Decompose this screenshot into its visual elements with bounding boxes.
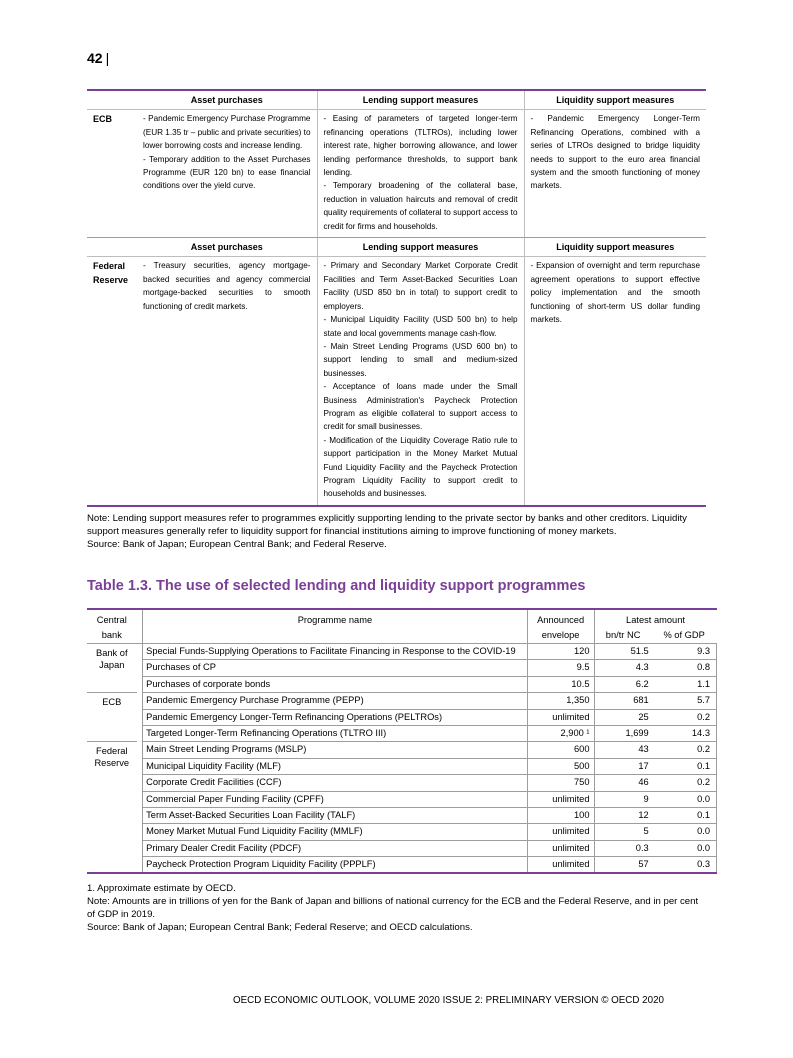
table-row [87,709,717,725]
table-row [87,857,717,874]
programme-name: Commercial Paper Funding Facility (CPFF) [143,791,528,807]
amounts-note: Note: Amounts are in trillions of yen for the Bank of Japan and billions of national currency for the ECB and the Federal Reserve, and in per cent of GDP in 2019. [87,896,699,920]
announced-envelope: unlimited [527,824,594,840]
header-lending-support: Lending support measures [317,90,524,110]
amount-nc: 6.2 [594,676,655,692]
amount-nc: 0.3 [594,840,655,856]
header-programme-name: Programme name [143,609,528,644]
amount-nc: 25 [594,709,655,725]
amount-nc: 5 [594,824,655,840]
fed-lending-support: - Primary and Secondary Market Corporate Credit Facilities and Term Asset-Backed Securities Loan Facility (USD 850 bn in total) to support credit to employers. - Municipal Liquidity Facility (USD 500 bn) to help state and local governments manage cash-flow. - Main Street Lending Programs (USD 600 bn) to support lending to small and medium-sized businesses. - Acceptance of loans made under the Small Business Administration's Paycheck Protection Program as eligible collateral to support access to credit for small businesses. - Modification of the Liquidity Coverage Ratio rule to support participation in the Money Market Mutual Fund Liquidity Facility and the Paycheck Protection Program Liquidity Facility to support credit to households and businesses. [317,257,524,506]
page-number: 42 | [87,50,110,66]
programme-name: Pandemic Emergency Purchase Programme (PEPP) [143,693,528,709]
announced-envelope: 9.5 [527,660,594,676]
table-1-3-title: Table 1.3. The use of selected lending and liquidity support programmes [87,578,586,594]
amount-nc: 17 [594,758,655,774]
amount-gdp: 0.0 [655,824,717,840]
programme-name: Primary Dealer Credit Facility (PDCF) [143,840,528,856]
announced-envelope: unlimited [527,791,594,807]
amount-nc: 51.5 [594,644,655,660]
bank-group-label: Bank of Japan [87,644,137,693]
amount-gdp: 9.3 [655,644,717,660]
amount-gdp: 0.1 [655,807,717,823]
header-bn-tr-nc: bn/tr NC [594,628,655,644]
table2-notes [87,882,707,934]
programme-name: Main Street Lending Programs (MSLP) [143,742,528,758]
programme-name: Purchases of corporate bonds [143,676,528,692]
header-asset-purchases: Asset purchases [137,90,317,110]
programme-name: Term Asset-Backed Securities Loan Facility (TALF) [143,807,528,823]
header-pct-gdp: % of GDP [663,630,705,640]
table-row [87,791,717,807]
announced-envelope: 500 [527,758,594,774]
programme-name: Purchases of CP [143,660,528,676]
announced-envelope: 10.5 [527,676,594,692]
header-central-bank: Central bank [87,609,137,644]
amount-nc: 4.3 [594,660,655,676]
announced-envelope: unlimited [527,709,594,725]
programme-name: Municipal Liquidity Facility (MLF) [143,758,528,774]
programmes-table [87,608,717,874]
amount-gdp: 1.1 [655,676,717,692]
ecb-asset-purchases: - Pandemic Emergency Purchase Programme (EUR 1.35 tr – public and private securities) to lower borrowing costs and increase lending. - Temporary addition to the Asset Purchases Programme (EUR 120 bn) to ease financial conditions over the yield curve. [137,110,317,238]
programme-name: Corporate Credit Facilities (CCF) [143,775,528,791]
amount-gdp: 0.3 [655,857,717,874]
amount-nc: 681 [594,693,655,709]
page-footer: OECD ECONOMIC OUTLOOK, VOLUME 2020 ISSUE 2: PRELIMINARY VERSION © OECD 2020 [233,995,664,1006]
table-row [87,660,717,676]
bank-group-label: ECB [87,693,137,742]
announced-envelope: 120 [527,644,594,660]
amount-gdp: 0.1 [655,758,717,774]
header-liquidity-support: Liquidity support measures [524,90,706,110]
amount-nc: 43 [594,742,655,758]
table-row [87,676,717,692]
announced-envelope: 600 [527,742,594,758]
amount-gdp: 0.8 [655,660,717,676]
header-liquidity-support-2: Liquidity support measures [524,238,706,257]
announced-envelope: 100 [527,807,594,823]
bank-group-label: Federal Reserve [87,742,137,873]
table-row [87,644,717,660]
amount-gdp: 5.7 [655,693,717,709]
table-row [87,807,717,823]
announced-envelope: 2,900 ¹ [527,725,594,741]
header-lending-support-2: Lending support measures [317,238,524,257]
table-row [87,824,717,840]
programme-name: Special Funds-Supplying Operations to Facilitate Financing in Response to the COVID-19 [143,644,528,660]
amount-gdp: 0.0 [655,791,717,807]
table-row [87,742,717,758]
table-row [87,693,717,709]
programme-name: Paycheck Protection Program Liquidity Facility (PPPLF) [143,857,528,874]
amount-gdp: 0.2 [655,775,717,791]
ecb-lending-support: - Easing of parameters of targeted longer-term refinancing operations (TLTROs), including lower interest rate, higher borrowing allowance, and lower lending performance thresholds, to support bank lending. - Temporary broadening of the collateral base, reduction in valuation haircuts and removal of credit quality requirements of collateral to support access to credit for firms and households. [317,110,524,238]
table-row [87,840,717,856]
header-announced-envelope: Announced envelope [527,609,594,644]
header-asset-purchases-2: Asset purchases [137,238,317,257]
announced-envelope: unlimited [527,857,594,874]
fed-liquidity-support: - Expansion of overnight and term repurchase agreement operations to support effective policy implementation and the smooth functioning of short-term US dollar funding markets. [524,257,706,506]
amount-gdp: 0.0 [655,840,717,856]
amount-nc: 57 [594,857,655,874]
measures-table [87,89,706,507]
table2-source: Source: Bank of Japan; European Central Bank; Federal Reserve; and OECD calculations. [87,922,473,933]
announced-envelope: 750 [527,775,594,791]
table-row [87,758,717,774]
programme-name: Pandemic Emergency Longer-Term Refinancing Operations (PELTROs) [143,709,528,725]
programme-name: Targeted Longer-Term Refinancing Operations (TLTRO III) [143,725,528,741]
ecb-liquidity-support: - Pandemic Emergency Longer-Term Refinancing Operations, combined with a series of LTROs designed to bridge liquidity needs to support to the euro area financial system and the smooth functioning of money markets. [524,110,706,238]
programme-name: Money Market Mutual Fund Liquidity Facility (MMLF) [143,824,528,840]
amount-gdp: 0.2 [655,709,717,725]
amount-nc: 46 [594,775,655,791]
amount-gdp: 14.3 [655,725,717,741]
bank-label-fed: Federal Reserve [87,257,137,506]
bank-label-ecb: ECB [87,110,137,238]
table1-note: Note: Lending support measures refer to programmes explicitly supporting lending to the private sector by banks and other creditors. Liquidity support measures generally refer to liquidity support for financial institutions aiming to improve functioning of money markets. Source: Bank of Japan; European Central Bank; and Federal Reserve. [87,513,687,550]
footnote-1: 1. Approximate estimate by OECD. [87,883,236,894]
amount-nc: 12 [594,807,655,823]
amount-gdp: 0.2 [655,742,717,758]
announced-envelope: unlimited [527,840,594,856]
fed-asset-purchases: - Treasury securities, agency mortgage-backed securities and agency commercial mortgage-backed securities to smooth functioning of credit markets. [137,257,317,506]
announced-envelope: 1,350 [527,693,594,709]
table-row [87,775,717,791]
table-row [87,725,717,741]
amount-nc: 1,699 [594,725,655,741]
amount-nc: 9 [594,791,655,807]
header-latest-amount: Latest amount [594,609,717,628]
